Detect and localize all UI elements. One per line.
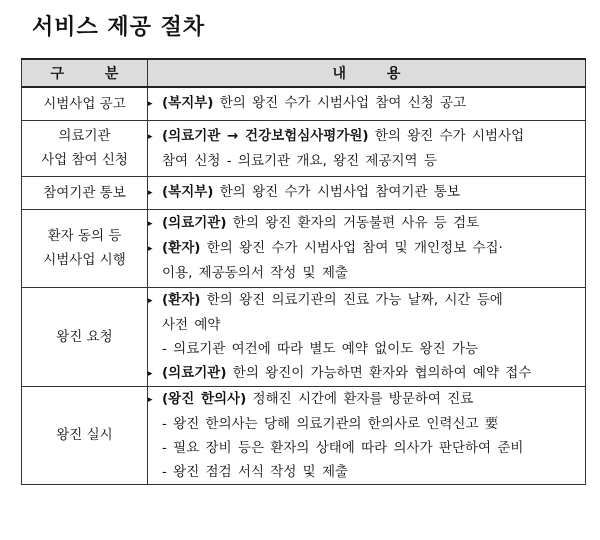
table-row — [22, 87, 586, 120]
actor-label: (왕진 한의사) — [162, 390, 247, 407]
line-text: 한의 왕진 의료기관의 진료 가능 날짜, 시간 등에 — [200, 291, 503, 308]
content-line — [148, 412, 585, 436]
content-line — [148, 261, 585, 285]
table-row — [22, 287, 586, 386]
step-category: 참여기관 통보 — [22, 176, 148, 209]
step-content — [148, 209, 586, 287]
content-line — [148, 361, 585, 386]
actor-label: (복지부) — [162, 95, 214, 112]
page-title: 서비스 제공 절차 — [32, 15, 206, 40]
actor-label: (환자) — [162, 240, 201, 256]
triangle-bullet-icon: ▸ — [148, 99, 153, 110]
content-line — [148, 337, 585, 361]
table-header-row — [22, 59, 586, 87]
line-text: 한의 왕진 수가 시범사업 참여 신청 공고 — [213, 95, 467, 112]
step-category: 환자 동의 등 시범사업 시행 — [22, 209, 148, 287]
line-text: 한의 왕진이 가능하면 환자와 협의하여 예약 접수 — [226, 364, 532, 381]
line-text: - 왕진 점검 서식 작성 및 제출 — [162, 463, 349, 480]
content-line — [148, 149, 585, 173]
triangle-bullet-icon: ▸ — [148, 244, 153, 254]
actor-label: (복지부) — [162, 184, 214, 200]
line-text: - 왕진 한의사는 당해 의료기관의 한의사로 인력신고 要 — [162, 415, 499, 432]
table-row — [22, 176, 586, 209]
triangle-bullet-icon: ▸ — [148, 394, 153, 405]
content-line — [148, 460, 585, 484]
actor-label: (환자) — [162, 291, 201, 308]
line-text: 한의 왕진 수가 시범사업 참여기관 통보 — [213, 184, 460, 200]
content-line — [148, 236, 585, 261]
header-content: 내 용 — [148, 59, 586, 87]
triangle-bullet-icon: ▸ — [148, 368, 153, 379]
triangle-bullet-icon: ▸ — [148, 219, 153, 229]
table-row — [22, 209, 586, 287]
content-line — [148, 91, 585, 116]
line-text: 사전 예약 — [162, 316, 221, 333]
content-line — [148, 313, 585, 337]
line-text: - 의료기관 여건에 따라 별도 예약 없이도 왕진 가능 — [162, 340, 479, 357]
line-text: 한의 왕진 수가 시범사업 — [368, 127, 525, 144]
triangle-bullet-icon: ▸ — [148, 131, 153, 142]
line-text: 이용, 제공동의서 작성 및 제출 — [162, 265, 348, 281]
line-text: 참여 신청 - 의료기관 개요, 왕진 제공지역 등 — [162, 152, 437, 169]
content-line — [148, 387, 585, 412]
header-category: 구 분 — [22, 59, 148, 87]
table-row — [22, 386, 586, 484]
table-row — [22, 120, 586, 176]
step-content — [148, 120, 586, 176]
step-content — [148, 386, 586, 484]
line-text: 정해진 시간에 환자를 방문하여 진료 — [246, 390, 474, 407]
content-line — [148, 288, 585, 313]
step-category: 의료기관 사업 참여 신청 — [22, 120, 148, 176]
content-line — [148, 124, 585, 149]
procedure-table — [21, 58, 586, 485]
step-content — [148, 87, 586, 120]
step-category: 왕진 요청 — [22, 287, 148, 386]
content-line — [148, 436, 585, 460]
actor-label: (의료기관) — [162, 215, 227, 231]
step-category: 시범사업 공고 — [22, 87, 148, 120]
line-text: - 필요 장비 등은 환자의 상태에 따라 의사가 판단하여 준비 — [162, 439, 524, 456]
content-line — [148, 211, 585, 236]
line-text: 한의 왕진 환자의 거동불편 사유 등 검토 — [226, 215, 480, 231]
triangle-bullet-icon: ▸ — [148, 188, 153, 198]
actor-label: (의료기관) — [162, 364, 227, 381]
triangle-bullet-icon: ▸ — [148, 295, 153, 306]
line-text: 한의 왕진 수가 시범사업 참여 및 개인정보 수집· — [200, 240, 503, 256]
actor-label: (의료기관 → 건강보험심사평가원) — [162, 127, 369, 144]
step-content — [148, 287, 586, 386]
step-content — [148, 176, 586, 209]
content-line — [148, 180, 585, 205]
step-category: 왕진 실시 — [22, 386, 148, 484]
